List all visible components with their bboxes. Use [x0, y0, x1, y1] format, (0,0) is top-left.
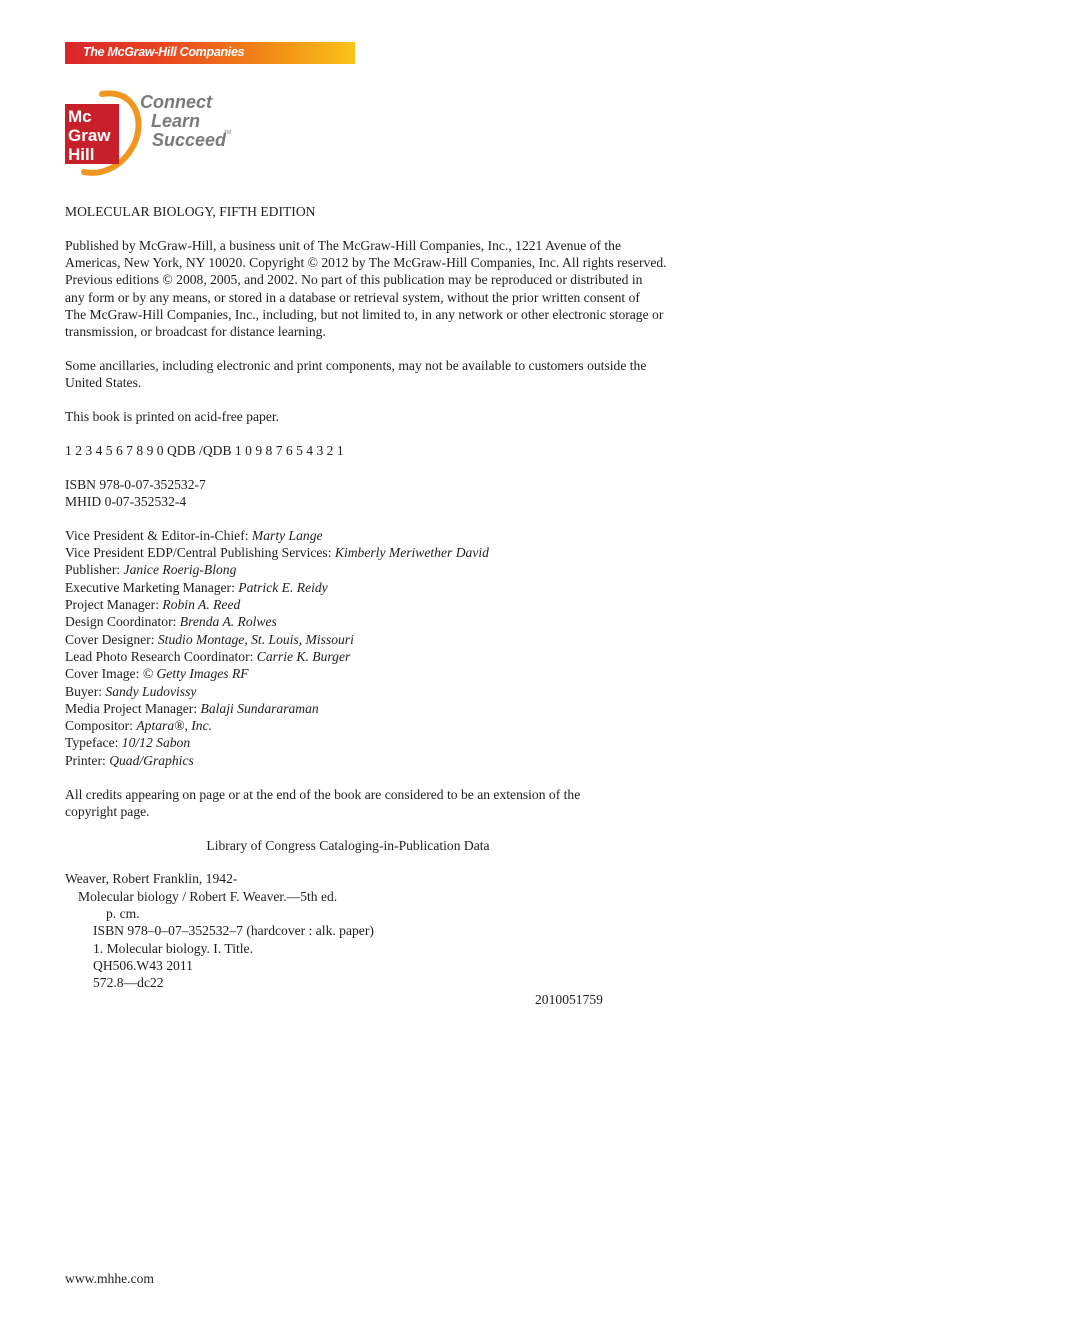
logo-tm: TM [224, 130, 232, 136]
credit-name: Aptara®, Inc. [136, 718, 213, 734]
credits-list [65, 527, 745, 769]
cip-lccn: 2010051759 [535, 992, 603, 1008]
credit-role: Executive Marketing Manager: [65, 579, 239, 595]
cip-title: Molecular biology / Robert F. Weaver.—5th ed. [78, 888, 338, 904]
credit-line [65, 579, 745, 596]
credit-role: Design Coordinator: [65, 614, 180, 630]
credit-name: Quad/Graphics [109, 752, 194, 768]
mhid: MHID 0-07-352532-4 [65, 494, 187, 510]
credit-role: Compositor: [65, 718, 137, 734]
credit-line [65, 596, 745, 613]
logo-text-mc: Mc [68, 107, 92, 126]
cip-data-block [65, 870, 745, 1008]
credit-line [65, 527, 745, 544]
publication-line: Americas, New York, NY 10020. Copyright © 2012 by The McGraw-Hill Companies, Inc. All rights reserved. [65, 255, 667, 271]
credit-role: Vice President EDP/Central Publishing Services: [65, 545, 335, 561]
credit-name: Studio Montage, St. Louis, Missouri [157, 631, 354, 647]
credit-name: Patrick E. Reidy [238, 579, 328, 595]
credit-line [65, 717, 745, 734]
credit-line [65, 648, 745, 665]
printing-line: 1 2 3 4 5 6 7 8 9 0 QDB /QDB 1 0 9 8 7 6 5 4 3 2 1 [65, 442, 344, 458]
cip-author: Weaver, Robert Franklin, 1942- [65, 871, 238, 887]
logo-text-hill: Hill [68, 145, 95, 164]
credit-line [65, 734, 745, 751]
credits-note-line: All credits appearing on page or at the end of the book are considered to be an extension of the [65, 786, 581, 802]
credit-name: Brenda A. Rolwes [179, 614, 277, 630]
credit-name: Balaji Sundararaman [200, 700, 319, 716]
logo-tagline-connect: Connect [140, 92, 212, 112]
isbn: ISBN 978-0-07-352532-7 [65, 476, 206, 492]
credit-line [65, 613, 745, 630]
ancillaries-notice [65, 357, 745, 392]
credit-role: Publisher: [65, 562, 124, 578]
publication-notice [65, 237, 745, 341]
publication-line: Published by McGraw-Hill, a business unit of The McGraw-Hill Companies, Inc., 1221 Avenue of the [65, 237, 621, 253]
credit-line [65, 544, 745, 561]
credits-note-line: copyright page. [65, 803, 150, 819]
credit-role: Lead Photo Research Coordinator: [65, 648, 257, 664]
credit-role: Media Project Manager: [65, 700, 201, 716]
credit-name: Janice Roerig-Blong [123, 562, 237, 578]
publication-line: Previous editions © 2008, 2005, and 2002. No part of this publication may be reproduced or distributed in [65, 272, 643, 288]
ancillaries-line: Some ancillaries, including electronic and print components, may not be available to customers outside the [65, 358, 647, 374]
cip-isbn: ISBN 978–0–07–352532–7 (hardcover : alk. paper) [93, 923, 374, 939]
logo-tagline-succeed: Succeed [152, 130, 227, 150]
credit-name: © Getty Images RF [142, 666, 249, 682]
credit-line [65, 752, 745, 769]
publication-line: The McGraw-Hill Companies, Inc., including, but not limited to, in any network or other electronic storage or [65, 306, 664, 322]
credit-name: Robin A. Reed [162, 597, 241, 613]
acid-free-notice: This book is printed on acid-free paper. [65, 409, 280, 425]
cip-subjects: 1. Molecular biology. I. Title. [93, 940, 253, 956]
cip-heading: Library of Congress Cataloging-in-Publication Data [206, 837, 490, 853]
credit-name: Carrie K. Burger [256, 648, 351, 664]
credit-line [65, 665, 745, 682]
credit-line [65, 561, 745, 578]
credit-name: 10/12 Sabon [121, 735, 191, 751]
credit-role: Printer: [65, 752, 110, 768]
credit-name: Kimberly Meriwether David [334, 545, 489, 561]
credits-note [65, 786, 745, 821]
credit-name: Sandy Ludovissy [105, 683, 197, 699]
banner-text: The McGraw-Hill Companies [83, 45, 245, 59]
mcgraw-hill-companies-banner [65, 42, 355, 64]
ancillaries-line: United States. [65, 375, 142, 391]
cip-pages: p. cm. [106, 906, 140, 921]
mcgraw-hill-logo [62, 86, 252, 178]
book-title: MOLECULAR BIOLOGY, FIFTH EDITION [65, 204, 316, 219]
credit-line [65, 683, 745, 700]
publication-line: transmission, or broadcast for distance learning. [65, 324, 326, 340]
credit-role: Typeface: [65, 735, 122, 751]
footer-url: www.mhhe.com [65, 1271, 154, 1286]
logo-tagline-learn: Learn [151, 111, 201, 131]
copyright-page-content [65, 203, 745, 1009]
credit-line [65, 700, 745, 717]
cip-call-number: QH506.W43 2011 [93, 957, 193, 973]
credit-role: Buyer: [65, 683, 106, 699]
credit-name: Marty Lange [251, 527, 323, 543]
credit-role: Vice President & Editor-in-Chief: [65, 527, 252, 543]
credit-role: Cover Designer: [65, 631, 158, 647]
credit-role: Cover Image: [65, 666, 143, 682]
credit-line [65, 631, 745, 648]
cip-dewey: 572.8—dc22 [93, 975, 164, 991]
publication-line: any form or by any means, or stored in a database or retrieval system, without the prior written consent of [65, 289, 640, 305]
logo-text-graw: Graw [68, 126, 111, 145]
credit-role: Project Manager: [65, 597, 163, 613]
